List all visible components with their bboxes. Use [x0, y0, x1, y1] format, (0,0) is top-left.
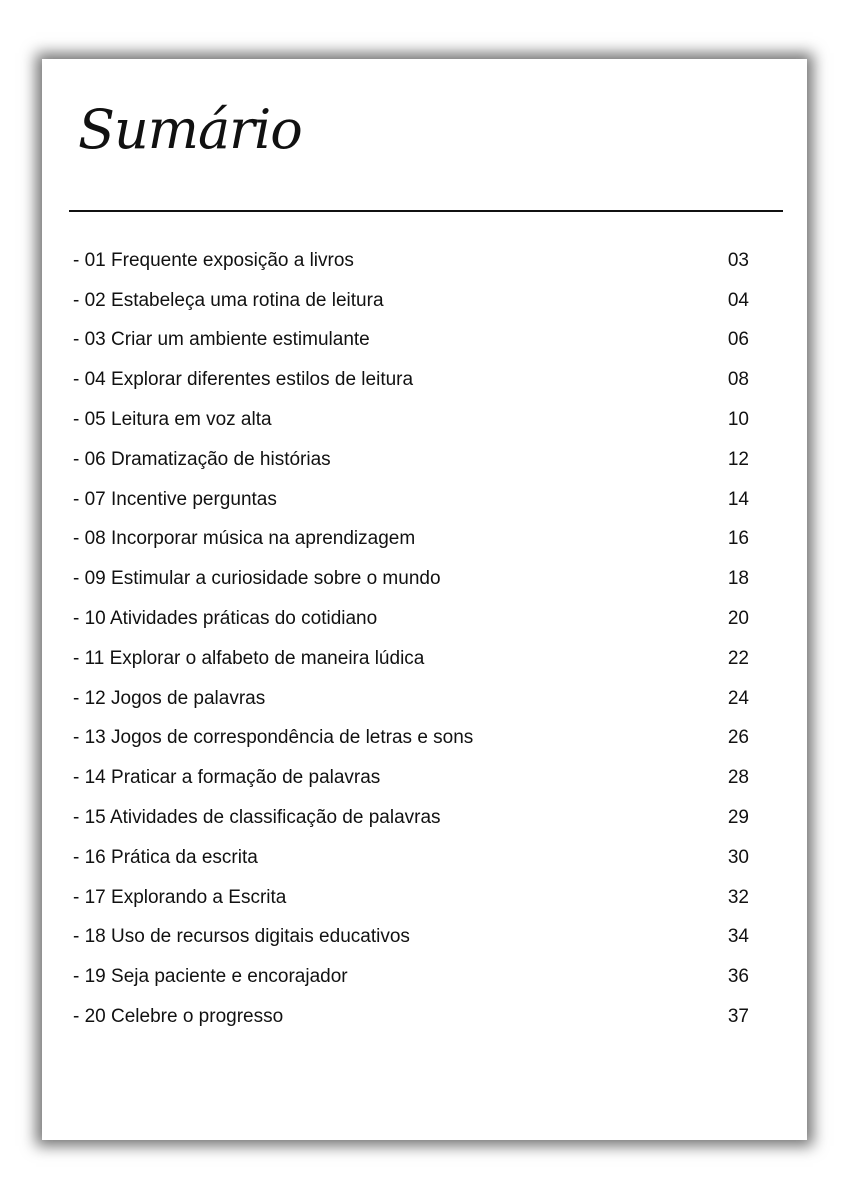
toc-entry-label: - 09 Estimular a curiosidade sobre o mundo [73, 568, 441, 590]
toc-entry [73, 798, 749, 838]
toc-entry [73, 838, 749, 878]
toc-entry-label: - 07 Incentive perguntas [73, 488, 277, 510]
toc-entry-page: 16 [727, 528, 749, 550]
toc-entry-page: 34 [727, 926, 749, 948]
toc-entry-page: 37 [727, 1006, 749, 1028]
toc-entry [73, 719, 749, 759]
toc-entry-label: - 10 Atividades práticas do cotidiano [73, 608, 378, 630]
toc-entry-label: - 01 Frequente exposição a livros [73, 249, 354, 271]
toc-entry-page: 20 [727, 608, 749, 630]
toc-entry-page: 12 [727, 448, 749, 470]
toc-entry [73, 599, 749, 639]
toc-entry-label: - 14 Praticar a formação de palavras [73, 767, 381, 789]
title-divider [69, 210, 783, 212]
toc-entry [73, 281, 749, 321]
toc-entry-page: 04 [727, 289, 749, 311]
toc-entry [73, 440, 749, 480]
toc-entry-label: - 06 Dramatização de histórias [73, 448, 331, 470]
toc-entry [73, 520, 749, 560]
toc-entry-label: - 12 Jogos de palavras [73, 687, 266, 709]
toc-entry [73, 400, 749, 440]
toc-entry-page: 14 [727, 488, 749, 510]
page-title: Sumário [78, 98, 302, 161]
toc-entry-page: 29 [727, 807, 749, 829]
toc-entry-label: - 04 Explorar diferentes estilos de leitura [73, 369, 414, 391]
toc-entry-page: 36 [727, 966, 749, 988]
toc-entry-page: 28 [727, 767, 749, 789]
toc-entry-page: 18 [727, 568, 749, 590]
toc-entry-label: - 15 Atividades de classificação de palavras [73, 807, 441, 829]
toc-entry-page: 22 [727, 647, 749, 669]
toc-entry-label: - 13 Jogos de correspondência de letras e sons [73, 727, 474, 749]
toc-entry [73, 679, 749, 719]
toc-entry [73, 559, 749, 599]
toc-entry-label: - 17 Explorando a Escrita [73, 886, 287, 908]
toc-entry-page: 03 [727, 249, 749, 271]
toc-entry [73, 241, 749, 281]
toc-entry-page: 26 [727, 727, 749, 749]
toc-entry [73, 918, 749, 958]
toc-entry-label: - 18 Uso de recursos digitais educativos [73, 926, 410, 948]
toc-entry-label: - 02 Estabeleça uma rotina de leitura [73, 289, 384, 311]
toc-entry [73, 957, 749, 997]
toc-entry-label: - 05 Leitura em voz alta [73, 409, 272, 431]
toc-entry-page: 06 [727, 329, 749, 351]
toc-entry [73, 878, 749, 918]
toc-entry-label: - 08 Incorporar música na aprendizagem [73, 528, 416, 550]
toc-entry [73, 997, 749, 1037]
toc-entry-page: 32 [727, 886, 749, 908]
toc-entry [73, 639, 749, 679]
toc-entry-page: 30 [727, 846, 749, 868]
toc-entry [73, 758, 749, 798]
toc-entry-page: 24 [727, 687, 749, 709]
toc-entry [73, 360, 749, 400]
toc-entry-label: - 20 Celebre o progresso [73, 1006, 284, 1028]
table-of-contents [73, 241, 749, 1037]
toc-entry [73, 321, 749, 361]
document-page [42, 59, 807, 1140]
toc-entry-label: - 11 Explorar o alfabeto de maneira lúdica [73, 647, 425, 669]
toc-entry [73, 480, 749, 520]
toc-entry-label: - 19 Seja paciente e encorajador [73, 966, 348, 988]
toc-entry-page: 08 [727, 369, 749, 391]
toc-entry-page: 10 [727, 409, 749, 431]
toc-entry-label: - 03 Criar um ambiente estimulante [73, 329, 370, 351]
toc-entry-label: - 16 Prática da escrita [73, 846, 258, 868]
